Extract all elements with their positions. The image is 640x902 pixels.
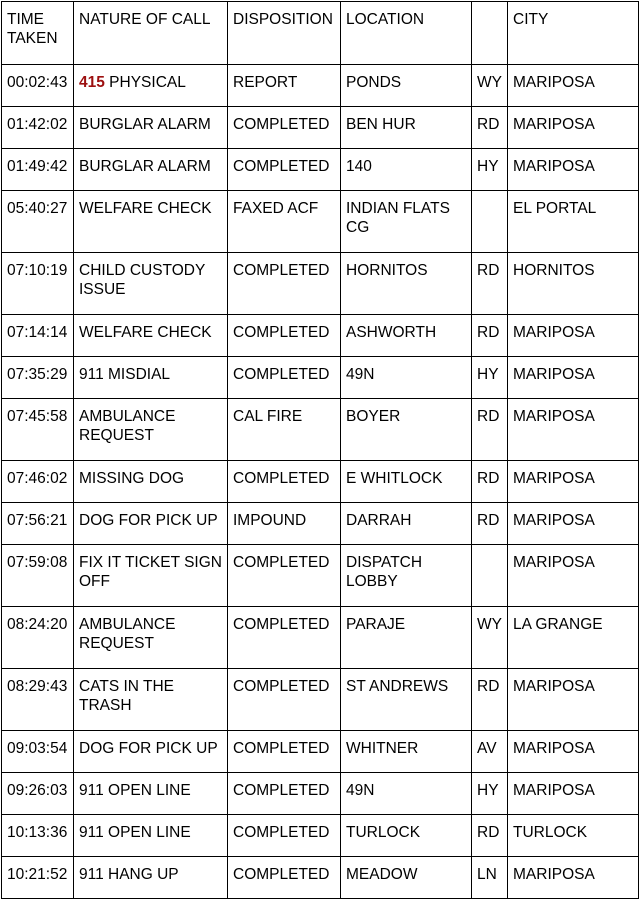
- header-suffix: [472, 2, 508, 65]
- street-suffix-cell: RD: [472, 503, 508, 545]
- street-suffix-cell: RD: [472, 107, 508, 149]
- location-cell: ASHWORTH: [341, 315, 472, 357]
- table-row: [2, 461, 639, 503]
- location-cell: PONDS: [341, 65, 472, 107]
- nature-of-call-cell: [74, 107, 228, 149]
- street-suffix-cell: HY: [472, 357, 508, 399]
- disposition-cell: COMPLETED: [228, 253, 341, 315]
- nature-text: 911 OPEN LINE: [79, 824, 191, 841]
- nature-text: MISSING DOG: [79, 470, 185, 487]
- disposition-cell: COMPLETED: [228, 607, 341, 669]
- disposition-cell: COMPLETED: [228, 357, 341, 399]
- time-taken-cell: 07:56:21: [2, 503, 74, 545]
- nature-text: DOG FOR PICK UP: [79, 512, 218, 529]
- header-row: [2, 2, 639, 65]
- nature-text: WELFARE CHECK: [79, 200, 212, 217]
- disposition-cell: COMPLETED: [228, 669, 341, 731]
- city-cell: MARIPOSA: [508, 149, 639, 191]
- disposition-cell: COMPLETED: [228, 149, 341, 191]
- table-row: [2, 149, 639, 191]
- location-cell: TURLOCK: [341, 815, 472, 857]
- nature-of-call-cell: [74, 503, 228, 545]
- street-suffix-cell: LN: [472, 857, 508, 899]
- street-suffix-cell: RD: [472, 253, 508, 315]
- street-suffix-cell: WY: [472, 607, 508, 669]
- time-taken-cell: 09:26:03: [2, 773, 74, 815]
- location-cell: BEN HUR: [341, 107, 472, 149]
- location-cell: INDIAN FLATS CG: [341, 191, 472, 253]
- nature-text: WELFARE CHECK: [79, 324, 212, 341]
- disposition-cell: FAXED ACF: [228, 191, 341, 253]
- disposition-cell: COMPLETED: [228, 857, 341, 899]
- disposition-cell: REPORT: [228, 65, 341, 107]
- street-suffix-cell: RD: [472, 399, 508, 461]
- table-row: [2, 191, 639, 253]
- time-taken-cell: 07:10:19: [2, 253, 74, 315]
- header-time-taken: TIME TAKEN: [2, 2, 74, 65]
- nature-of-call-cell: [74, 545, 228, 607]
- location-cell: 49N: [341, 773, 472, 815]
- time-taken-cell: 00:02:43: [2, 65, 74, 107]
- table-row: [2, 545, 639, 607]
- nature-of-call-cell: [74, 857, 228, 899]
- nature-text: 911 MISDIAL: [79, 366, 171, 383]
- nature-text: 911 HANG UP: [79, 866, 179, 883]
- city-cell: MARIPOSA: [508, 399, 639, 461]
- street-suffix-cell: [472, 191, 508, 253]
- call-log-body: [2, 65, 639, 899]
- time-taken-cell: 01:42:02: [2, 107, 74, 149]
- header-disposition: DISPOSITION: [228, 2, 341, 65]
- street-suffix-cell: [472, 545, 508, 607]
- street-suffix-cell: RD: [472, 815, 508, 857]
- time-taken-cell: 08:29:43: [2, 669, 74, 731]
- city-cell: EL PORTAL: [508, 191, 639, 253]
- city-cell: MARIPOSA: [508, 857, 639, 899]
- nature-text: FIX IT TICKET SIGN OFF: [79, 554, 227, 590]
- nature-text: DOG FOR PICK UP: [79, 740, 218, 757]
- city-cell: TURLOCK: [508, 815, 639, 857]
- penal-code-label: 415: [79, 74, 105, 91]
- time-taken-cell: 07:59:08: [2, 545, 74, 607]
- time-taken-cell: 07:35:29: [2, 357, 74, 399]
- street-suffix-cell: RD: [472, 315, 508, 357]
- time-taken-cell: 07:14:14: [2, 315, 74, 357]
- table-row: [2, 253, 639, 315]
- nature-of-call-cell: [74, 65, 228, 107]
- location-cell: PARAJE: [341, 607, 472, 669]
- header-location: LOCATION: [341, 2, 472, 65]
- nature-of-call-cell: [74, 773, 228, 815]
- table-row: [2, 65, 639, 107]
- nature-text: AMBULANCE REQUEST: [79, 616, 180, 652]
- nature-text: CATS IN THE TRASH: [79, 678, 179, 714]
- street-suffix-cell: RD: [472, 669, 508, 731]
- time-taken-cell: 05:40:27: [2, 191, 74, 253]
- nature-of-call-cell: [74, 399, 228, 461]
- table-row: [2, 857, 639, 899]
- time-taken-cell: 10:13:36: [2, 815, 74, 857]
- city-cell: MARIPOSA: [508, 357, 639, 399]
- city-cell: MARIPOSA: [508, 773, 639, 815]
- table-row: [2, 503, 639, 545]
- location-cell: ST ANDREWS: [341, 669, 472, 731]
- nature-of-call-cell: [74, 315, 228, 357]
- city-cell: HORNITOS: [508, 253, 639, 315]
- table-row: [2, 607, 639, 669]
- time-taken-cell: 07:45:58: [2, 399, 74, 461]
- disposition-cell: COMPLETED: [228, 731, 341, 773]
- time-taken-cell: 01:49:42: [2, 149, 74, 191]
- table-row: [2, 773, 639, 815]
- location-cell: 49N: [341, 357, 472, 399]
- table-row: [2, 731, 639, 773]
- time-taken-cell: 07:46:02: [2, 461, 74, 503]
- header-nature-of-call: NATURE OF CALL: [74, 2, 228, 65]
- street-suffix-cell: HY: [472, 149, 508, 191]
- nature-of-call-cell: [74, 731, 228, 773]
- disposition-cell: COMPLETED: [228, 773, 341, 815]
- nature-text: CHILD CUSTODY ISSUE: [79, 262, 210, 298]
- location-cell: DARRAH: [341, 503, 472, 545]
- location-cell: MEADOW: [341, 857, 472, 899]
- disposition-cell: CAL FIRE: [228, 399, 341, 461]
- location-cell: HORNITOS: [341, 253, 472, 315]
- city-cell: MARIPOSA: [508, 503, 639, 545]
- call-log-table: [1, 1, 639, 899]
- city-cell: LA GRANGE: [508, 607, 639, 669]
- nature-of-call-cell: [74, 357, 228, 399]
- disposition-cell: COMPLETED: [228, 815, 341, 857]
- location-cell: 140: [341, 149, 472, 191]
- disposition-cell: COMPLETED: [228, 315, 341, 357]
- table-row: [2, 357, 639, 399]
- nature-of-call-cell: [74, 815, 228, 857]
- nature-text: AMBULANCE REQUEST: [79, 408, 180, 444]
- location-cell: E WHITLOCK: [341, 461, 472, 503]
- city-cell: MARIPOSA: [508, 545, 639, 607]
- disposition-cell: COMPLETED: [228, 461, 341, 503]
- header-city: CITY: [508, 2, 639, 65]
- city-cell: MARIPOSA: [508, 669, 639, 731]
- disposition-cell: IMPOUND: [228, 503, 341, 545]
- table-row: [2, 815, 639, 857]
- street-suffix-cell: AV: [472, 731, 508, 773]
- table-row: [2, 669, 639, 731]
- time-taken-cell: 10:21:52: [2, 857, 74, 899]
- city-cell: MARIPOSA: [508, 461, 639, 503]
- city-cell: MARIPOSA: [508, 731, 639, 773]
- table-row: [2, 399, 639, 461]
- nature-of-call-cell: [74, 253, 228, 315]
- street-suffix-cell: RD: [472, 461, 508, 503]
- nature-text: PHYSICAL: [104, 74, 186, 91]
- disposition-cell: COMPLETED: [228, 107, 341, 149]
- table-row: [2, 315, 639, 357]
- time-taken-cell: 09:03:54: [2, 731, 74, 773]
- nature-of-call-cell: [74, 149, 228, 191]
- city-cell: MARIPOSA: [508, 65, 639, 107]
- nature-text: BURGLAR ALARM: [79, 116, 211, 133]
- disposition-cell: COMPLETED: [228, 545, 341, 607]
- time-taken-cell: 08:24:20: [2, 607, 74, 669]
- nature-of-call-cell: [74, 607, 228, 669]
- city-cell: MARIPOSA: [508, 315, 639, 357]
- location-cell: DISPATCH LOBBY: [341, 545, 472, 607]
- nature-text: BURGLAR ALARM: [79, 158, 211, 175]
- city-cell: MARIPOSA: [508, 107, 639, 149]
- nature-of-call-cell: [74, 461, 228, 503]
- nature-text: 911 OPEN LINE: [79, 782, 191, 799]
- location-cell: WHITNER: [341, 731, 472, 773]
- street-suffix-cell: WY: [472, 65, 508, 107]
- location-cell: BOYER: [341, 399, 472, 461]
- nature-of-call-cell: [74, 191, 228, 253]
- nature-of-call-cell: [74, 669, 228, 731]
- street-suffix-cell: HY: [472, 773, 508, 815]
- table-row: [2, 107, 639, 149]
